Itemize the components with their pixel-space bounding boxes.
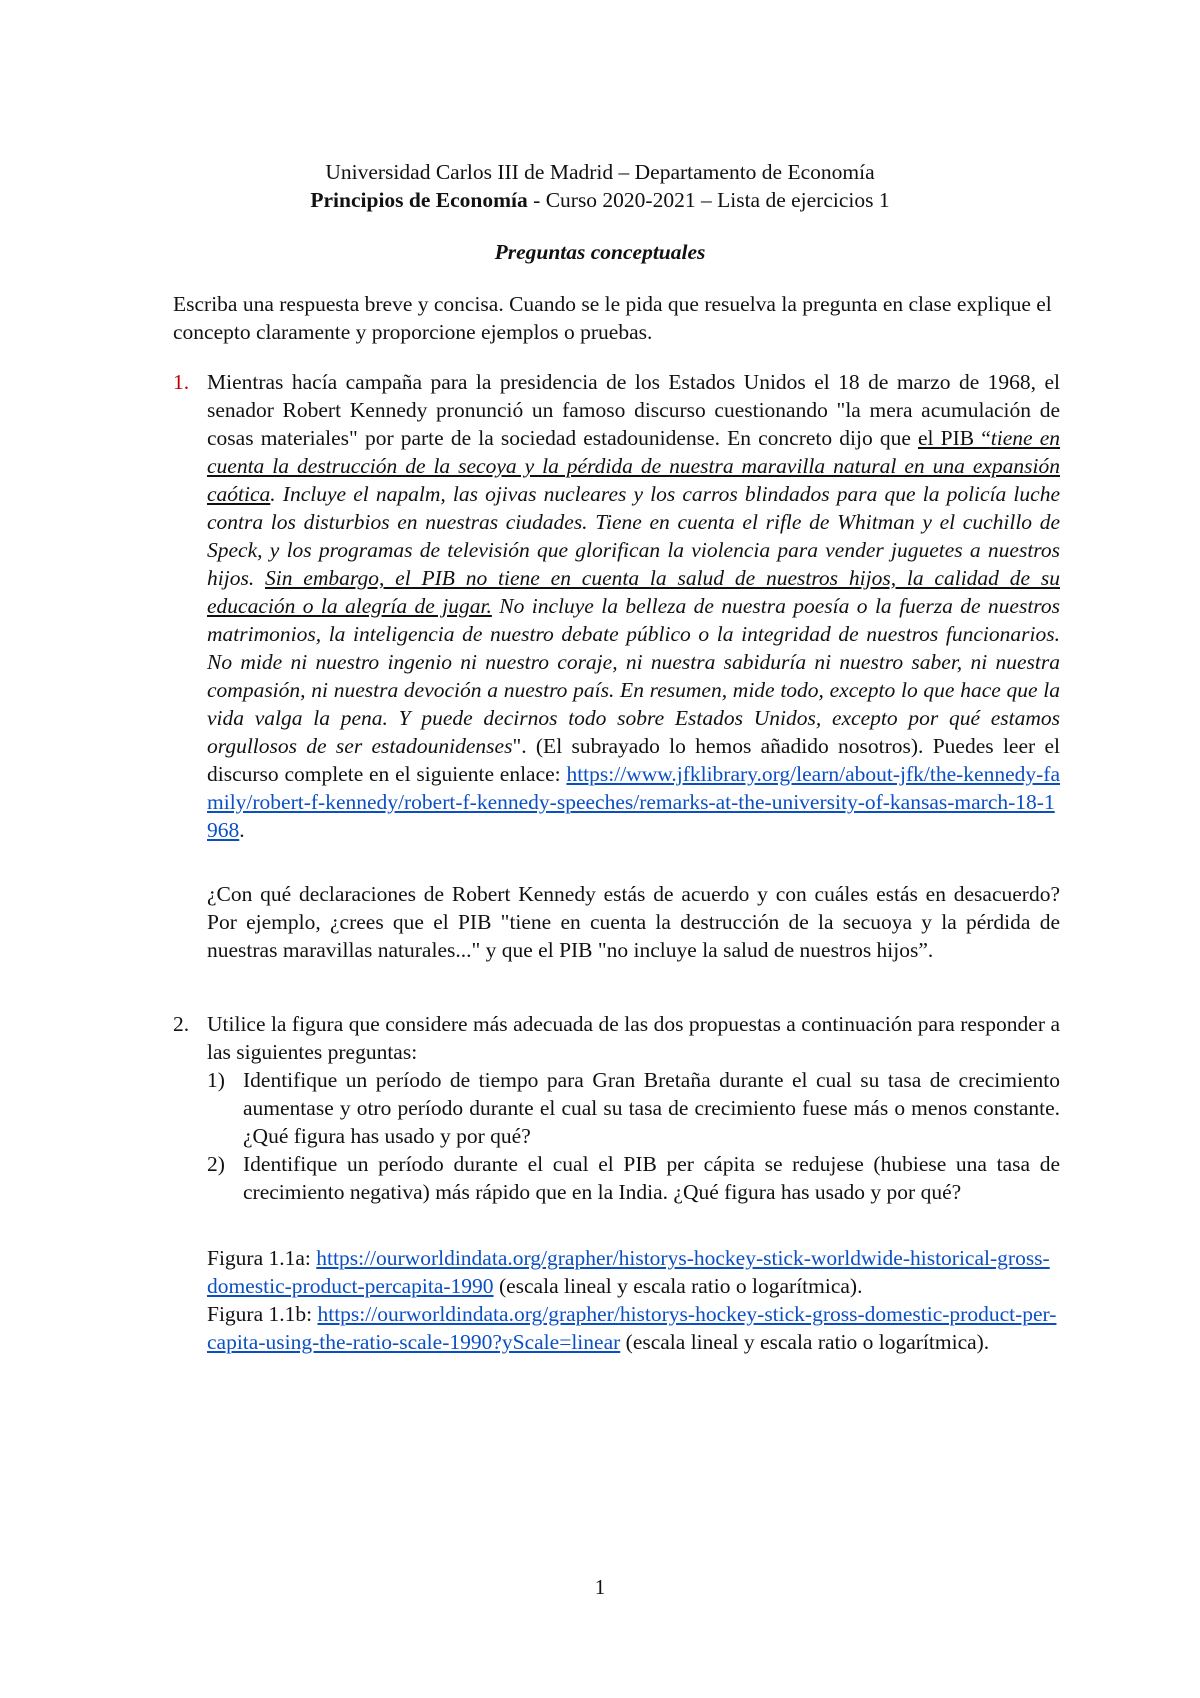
underlined-quote-1: el PIB “tiene en cuenta la destrucción de la secoya y la pérdida de nuestra maravilla natural en una expansión caótica <box>207 426 1061 506</box>
question-1-body: Mientras hacía campaña para la presidencia de los Estados Unidos el 18 de marzo de 1968, el senador Robert Kennedy pronunció un famoso discurso cuestionando "la mera acumulación de cosas materiales" por parte de la sociedad estadounidense. En concreto dijo que el PIB “tiene en cuenta la destrucción de la secoya y la pérdida de nuestra maravilla natural en una expansión caótica. Incluye el napalm, las ojivas nucleares y los carros blindados para que la policía luche contra los disturbios en nuestras ciudades. Tiene en cuenta el rifle de Whitman y el cuchillo de Speck, y los programas de televisión que glorifican la violencia para vender juguetes a nuestros hijos. Sin embargo, el PIB no tiene en cuenta la salud de nuestros hijos, la calidad de su educación o la alegría de jugar. No incluye la belleza de nuestra poesía o la fuerza de nuestros matrimonios, la inteligencia de nuestro debate público o la integridad de nuestros funcionarios. No mide ni nuestro ingenio ni nuestro coraje, ni nuestra sabiduría ni nuestro saber, ni nuestra compasión, ni nuestra devoción a nuestro país. En resumen, mide todo, excepto lo que hace que la vida valga la pena. Y puede decirnos todo sobre Estados Unidos, excepto por qué estamos orgullosos de ser estadounidenses". (El subrayado lo hemos añadido nosotros). Puedes leer el discurso complete en el siguiente enlace: https://www.jfklibrary.org/learn/about-jfk/the-kennedy-family/robert-f-kennedy/robert-f-kennedy-speeches/remarks-at-the-university-of-kansas-march-18-1968. <box>207 370 1061 842</box>
figure-1-1b: Figura 1.1b: https://ourworldindata.org/grapher/historys-hockey-stick-gross-domestic-product-per-capita-using-the-ratio-scale-1990?yScale=linear (escala lineal y escala ratio o logarítmica). <box>207 1302 1057 1354</box>
question-1-prompt: ¿Con qué declaraciones de Robert Kennedy estás de acuerdo y con cuáles estás en desacuerdo? Por ejemplo, ¿crees que el PIB "tiene en cuenta la destrucción de la secuoya y la pérdida de nuestras maravillas naturales..." y que el PIB "no incluye la salud de nuestros hijos”. <box>207 882 1060 962</box>
question-1-number: 1. <box>173 370 190 394</box>
course-line <box>0 186 1200 214</box>
question-2-item: 2) Identifique un período durante el cual el PIB per cápita se redujese (hubiese una tasa de crecimiento negativa) más rápido que en la India. ¿Qué figura has usado y por qué? <box>207 1152 1060 1204</box>
question-2 <box>173 1010 1060 1206</box>
question-2-intro: Utilice la figura que considere más adecuada de las dos propuestas a continuación para responder a las siguientes preguntas: <box>207 1012 1060 1064</box>
question-2-number: 2. <box>173 1012 190 1036</box>
course-title: Principios de Economía <box>310 188 528 212</box>
question-2-item: 1) Identifique un período de tiempo para Gran Bretaña durante el cual su tasa de crecimiento aumentase y otro período durante el cual su tasa de crecimiento fuese más o menos constante. ¿Qué figura has usado y por qué? <box>207 1068 1060 1148</box>
figure-1-1a-link[interactable]: https://ourworldindata.org/grapher/historys-hockey-stick-worldwide-historical-gross-domestic-product-percapita-1990 <box>207 1246 1050 1298</box>
instructions-paragraph: Escriba una respuesta breve y concisa. Cuando se le pida que resuelva la pregunta en clase explique el concepto claramente y proporcione ejemplos o pruebas. <box>173 292 1052 344</box>
figure-1-1b-link[interactable]: https://ourworldindata.org/grapher/historys-hockey-stick-gross-domestic-product-per-capita-using-the-ratio-scale-1990?yScale=linear <box>207 1302 1057 1354</box>
course-details: - Curso 2020-2021 – Lista de ejercicios 1 <box>527 188 890 212</box>
kennedy-speech-link[interactable]: https://www.jfklibrary.org/learn/about-jfk/the-kennedy-family/robert-f-kennedy/robert-f-kennedy-speeches/remarks-at-the-university-of-kansas-march-18-1968 <box>207 762 1060 842</box>
university-line: Universidad Carlos III de Madrid – Departamento de Economía <box>325 160 875 184</box>
underlined-quote-2: Sin embargo, el PIB no tiene en cuenta la salud de nuestros hijos, la calidad de su educación o la alegría de jugar. <box>207 566 1060 618</box>
figure-references <box>173 1244 1060 1356</box>
question-1 <box>173 368 1060 844</box>
page-number: 1 <box>594 1575 606 1599</box>
figure-1-1a: Figura 1.1a: https://ourworldindata.org/grapher/historys-hockey-stick-worldwide-historical-gross-domestic-product-percapita-1990 (escala lineal y escala ratio o logarítmica). <box>207 1246 1050 1298</box>
section-title: Preguntas conceptuales <box>494 240 706 264</box>
